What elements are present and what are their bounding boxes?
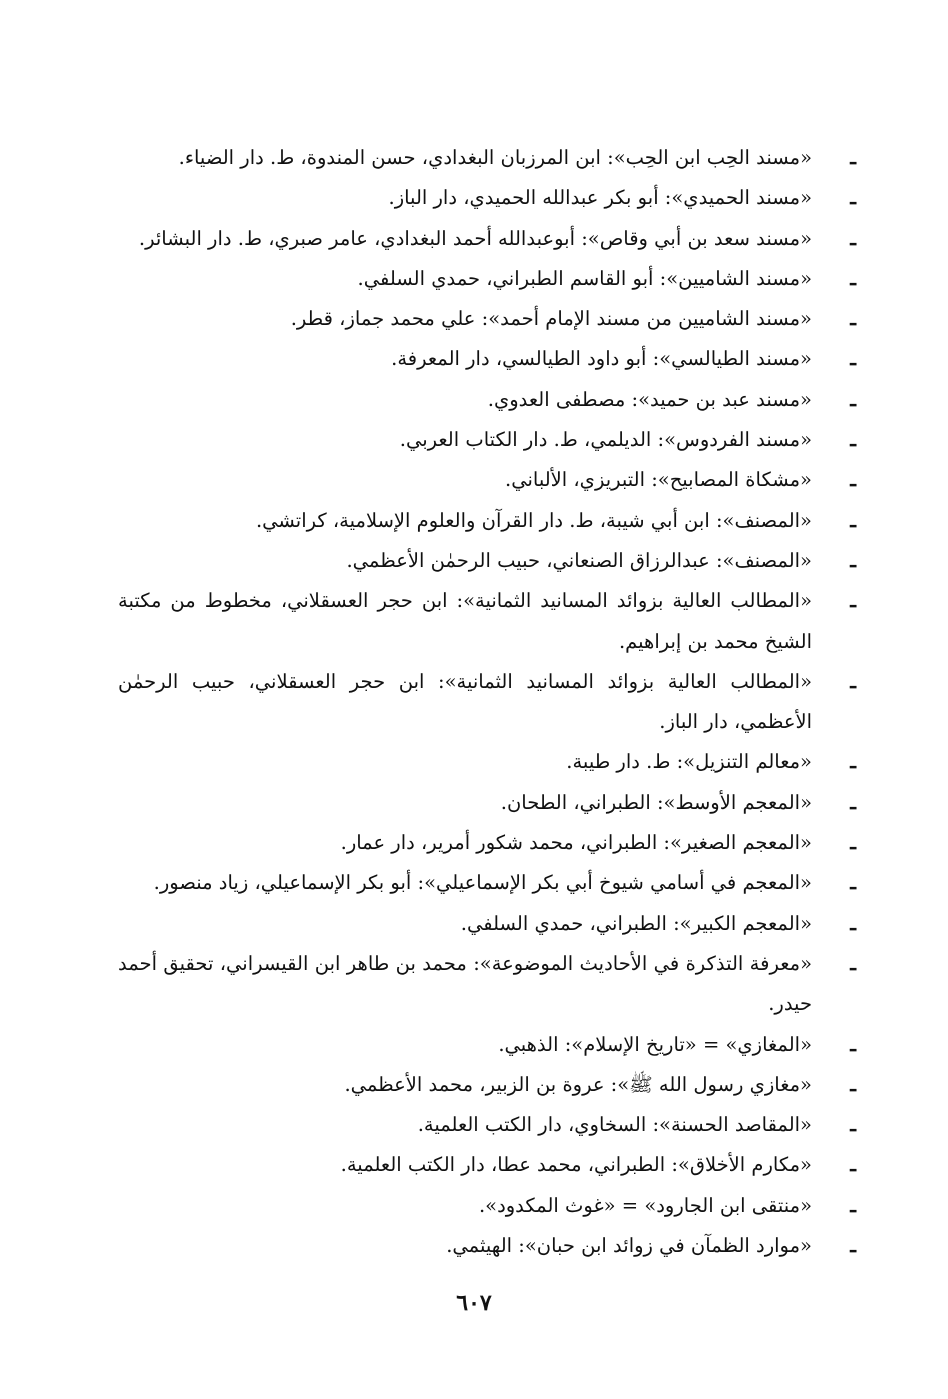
bibliography-entry xyxy=(118,823,856,863)
bibliography-entry xyxy=(118,863,856,903)
bibliography-entry xyxy=(118,299,856,339)
entry-dash: ـ xyxy=(850,1072,856,1096)
entry-text: «المغازي» = «تاريخ الإسلام»: الذهبي. xyxy=(498,1032,812,1056)
entry-text: «مسند الفردوس»: الديلمي، ط. دار الكتاب العربي. xyxy=(399,428,812,452)
entry-dash: ـ xyxy=(850,266,856,290)
bibliography-entry xyxy=(118,501,856,541)
entry-text: «مسند الشاميين من مسند الإمام أحمد»: علي محمد جماز، قطر. xyxy=(290,307,812,331)
entry-text: «مسند الشاميين»: أبو القاسم الطبراني، حمدي السلفي. xyxy=(357,266,812,290)
bibliography-entry xyxy=(118,662,856,743)
bibliography-entry xyxy=(118,339,856,379)
entry-dash: ـ xyxy=(850,951,856,975)
bibliography-entry xyxy=(118,420,856,460)
bibliography-entry xyxy=(118,380,856,420)
entry-dash: ـ xyxy=(850,226,856,250)
page-number: ٦٠٧ xyxy=(456,1290,492,1316)
entry-text: «مشكاة المصابيح»: التبريزي، الألباني. xyxy=(505,468,812,492)
entry-dash: ـ xyxy=(850,428,856,452)
bibliography-entry xyxy=(118,944,856,1025)
bibliography-list xyxy=(118,138,856,1266)
entry-text: «مسند الطيالسي»: أبو داود الطيالسي، دار المعرفة. xyxy=(391,347,812,371)
entry-text: «معالم التنزيل»: ط. دار طيبة. xyxy=(566,750,812,774)
bibliography-entry xyxy=(118,581,856,662)
entry-text: «المقاصد الحسنة»: السخاوي، دار الكتب العلمية. xyxy=(417,1113,812,1137)
entry-text: «مسند سعد بن أبي وقاص»: أبوعبدالله أحمد البغدادي، عامر صبري، ط. دار البشائر. xyxy=(138,226,812,250)
entry-dash: ـ xyxy=(850,508,856,532)
bibliography-entry xyxy=(118,1226,856,1266)
bibliography-entry xyxy=(118,460,856,500)
bibliography-entry xyxy=(118,259,856,299)
bibliography-entry xyxy=(118,783,856,823)
entry-text: «المطالب العالية بزوائد المسانيد الثمانية»: ابن حجر العسقلاني، حبيب الرحمٰن الأعظمي، دار الباز. xyxy=(118,669,812,734)
bibliography-entry xyxy=(118,219,856,259)
entry-text: «المصنف»: ابن أبي شيبة، ط. دار القرآن والعلوم الإسلامية، كراتشي. xyxy=(255,508,812,532)
entry-text: «المطالب العالية بزوائد المسانيد الثمانية»: ابن حجر العسقلاني، مخطوط من مكتبة الشيخ محمد بن إبراهيم. xyxy=(118,589,812,653)
entry-dash: ـ xyxy=(850,1234,856,1258)
entry-dash: ـ xyxy=(850,387,856,411)
entry-dash: ـ xyxy=(850,548,856,572)
entry-text: «مسند عبد بن حميد»: مصطفى العدوي. xyxy=(487,387,812,411)
entry-text: «مكارم الأخلاق»: الطبراني، محمد عطا، دار الكتب العلمية. xyxy=(340,1153,812,1177)
entry-text: «منتقى ابن الجارود» = «غوث المكدود». xyxy=(478,1193,812,1217)
bibliography-entry xyxy=(118,742,856,782)
entry-text: «معرفة التذكرة في الأحاديث الموضوعة»: محمد بن طاهر ابن القيسراني، تحقيق أحمد حيدر. xyxy=(118,951,812,1016)
entry-dash: ـ xyxy=(850,1193,856,1217)
entry-text: «مغازي رسول الله ﷺ»: عروة بن الزبير، محمد الأعظمي. xyxy=(344,1072,812,1096)
entry-dash: ـ xyxy=(850,307,856,331)
entry-dash: ـ xyxy=(850,1153,856,1177)
bibliography-entry xyxy=(118,904,856,944)
entry-dash: ـ xyxy=(850,790,856,814)
entry-dash: ـ xyxy=(850,347,856,371)
bibliography-entry xyxy=(118,1025,856,1065)
entry-dash: ـ xyxy=(850,186,856,210)
entry-text: «المصنف»: عبدالرزاق الصنعاني، حبيب الرحمٰن الأعظمي. xyxy=(346,548,812,572)
bibliography-entry xyxy=(118,1186,856,1226)
entry-text: «المعجم الأوسط»: الطبراني، الطحان. xyxy=(500,790,812,814)
entry-dash: ـ xyxy=(850,871,856,895)
entry-text: «موارد الظمآن في زوائد ابن حبان»: الهيثمي. xyxy=(446,1234,812,1258)
entry-dash: ـ xyxy=(850,589,856,613)
entry-text: «المعجم الصغير»: الطبراني، محمد شكور أمرير، دار عمار. xyxy=(340,831,812,855)
entry-text: «مسند الحميدي»: أبو بكر عبدالله الحميدي، دار الباز. xyxy=(388,186,812,210)
entry-dash: ـ xyxy=(850,831,856,855)
bibliography-entry xyxy=(118,178,856,218)
entry-dash: ـ xyxy=(850,468,856,492)
entry-text: «المعجم في أسامي شيوخ أبي بكر الإسماعيلي»: أبو بكر الإسماعيلي، زياد منصور. xyxy=(153,871,812,895)
entry-dash: ـ xyxy=(850,1113,856,1137)
bibliography-entry xyxy=(118,541,856,581)
entry-text: «المعجم الكبير»: الطبراني، حمدي السلفي. xyxy=(460,911,812,935)
entry-dash: ـ xyxy=(850,911,856,935)
bibliography-entry xyxy=(118,1105,856,1145)
entry-dash: ـ xyxy=(850,1032,856,1056)
entry-text: «مسند الحِب ابن الحِب»: ابن المرزبان البغدادي، حسن المندوة، ط. دار الضياء. xyxy=(178,146,812,169)
entry-dash: ـ xyxy=(850,146,856,169)
bibliography-entry xyxy=(118,1145,856,1185)
bibliography-entry xyxy=(118,138,856,178)
bibliography-entry xyxy=(118,1065,856,1105)
entry-dash: ـ xyxy=(850,750,856,774)
entry-dash: ـ xyxy=(850,669,856,693)
